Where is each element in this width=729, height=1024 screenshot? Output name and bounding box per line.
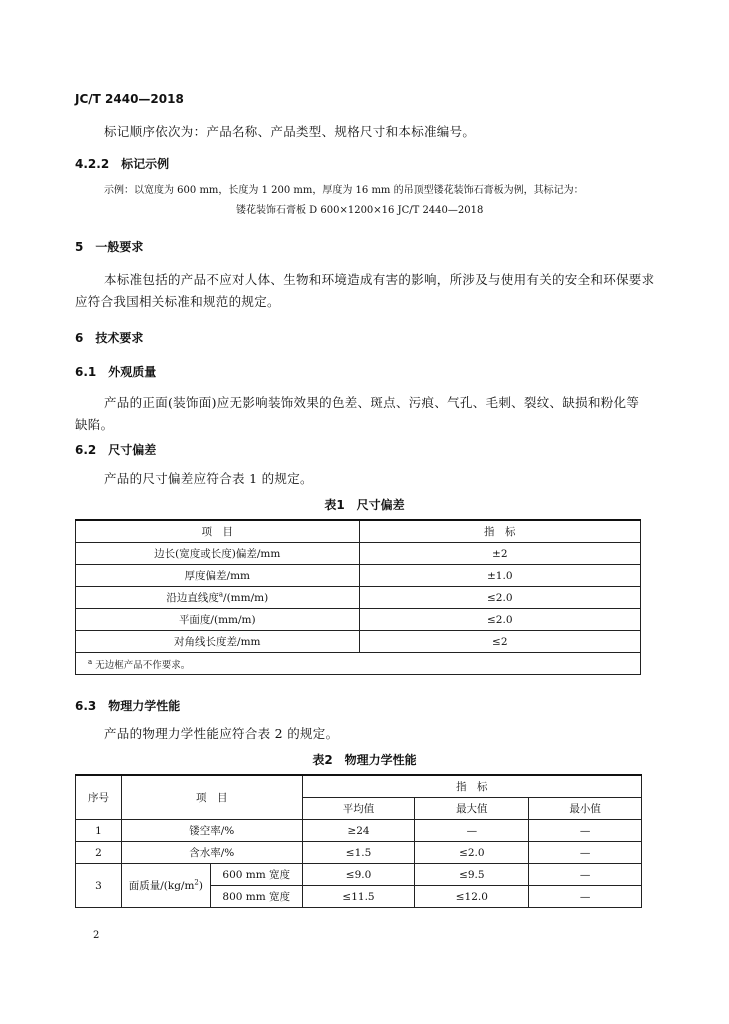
table1-header-row (76, 520, 641, 543)
table2-min: — (529, 886, 642, 908)
section-5-line1: 本标准包括的产品不应对人体、生物和环境造成有害的影响，所涉及与使用有关的安全和环保要求 (104, 272, 655, 287)
table2-header-index: 指 标 (302, 775, 641, 798)
table1-item: 边长(宽度或长度)偏差/mm (76, 543, 360, 565)
section-6-1-line1: 产品的正面(装饰面)应无影响装饰效果的色差、斑点、污痕、气孔、毛刺、裂纹、缺损和粉化等 (104, 395, 640, 410)
table2-max: ≤12.0 (415, 886, 529, 908)
table2-subitem: 600 mm 宽度 (210, 864, 302, 886)
table2-header-row-1 (76, 775, 642, 798)
table2-min: — (529, 820, 642, 842)
page-number: 2 (93, 930, 100, 941)
table1-value: ≤2.0 (359, 609, 640, 631)
table1-value: ≤2 (359, 631, 640, 653)
table2-item: 含水率/% (121, 842, 302, 864)
table1-item: 平面度/(mm/m) (76, 609, 360, 631)
table1-item: 对角线长度差/mm (76, 631, 360, 653)
table1-item: 厚度偏差/mm (76, 565, 360, 587)
table2-min: — (529, 864, 642, 886)
section-6-1-line2: 缺陷。 (75, 417, 114, 432)
table1-header-index: 指 标 (359, 520, 640, 543)
table1-value: ±2 (359, 543, 640, 565)
table-row (76, 864, 642, 886)
table1-footnote-row (76, 653, 641, 675)
table2-item: 镂空率/% (121, 820, 302, 842)
table-row (76, 842, 642, 864)
table2-max: — (415, 820, 529, 842)
table-row (76, 587, 641, 609)
table-row (76, 609, 641, 631)
section-6-2-text: 产品的尺寸偏差应符合表 1 的规定。 (104, 471, 313, 486)
table1-value: ±1.0 (359, 565, 640, 587)
table2-avg: ≤11.5 (302, 886, 415, 908)
table2-header-avg: 平均值 (302, 798, 415, 820)
table-row (76, 631, 641, 653)
table2-header-min: 最小值 (529, 798, 642, 820)
table2-header-item: 项 目 (121, 775, 302, 820)
table1-dimension-deviation (75, 519, 641, 675)
table2-header-max: 最大值 (415, 798, 529, 820)
table2-caption: 表2 物理力学性能 (312, 753, 417, 767)
table2-max: ≤2.0 (415, 842, 529, 864)
section-6-2-heading: 6.2 尺寸偏差 (75, 443, 157, 457)
marking-example-mark: 镂花装饰石膏板 D 600×1200×16 JC/T 2440—2018 (236, 205, 484, 216)
table1-caption: 表1 尺寸偏差 (324, 498, 405, 512)
table2-avg: ≤9.0 (302, 864, 415, 886)
table2-no: 1 (76, 820, 122, 842)
standard-code-header: JC/T 2440—2018 (75, 92, 184, 106)
table2-no: 2 (76, 842, 122, 864)
section-6-3-text: 产品的物理力学性能应符合表 2 的规定。 (104, 726, 339, 741)
table2-item: 面质量$/(kg/m^2)$ (121, 864, 210, 908)
table2-no: 3 (76, 864, 122, 908)
table2-physical-mechanical-properties (75, 774, 642, 908)
table1-footnote: $^a$ 无边框产品不作要求。 (76, 653, 641, 675)
table1-value: ≤2.0 (359, 587, 640, 609)
table2-avg: ≥24 (302, 820, 415, 842)
section-5-line2: 应符合我国相关标准和规范的规定。 (75, 294, 280, 309)
table2-max: ≤9.5 (415, 864, 529, 886)
table2-header-no: 序号 (76, 775, 122, 820)
table2-min: — (529, 842, 642, 864)
table2-avg: ≤1.5 (302, 842, 415, 864)
table-row (76, 543, 641, 565)
section-6-heading: 6 技术要求 (75, 331, 144, 345)
table-row (76, 565, 641, 587)
section-4-2-2-heading: 4.2.2 标记示例 (75, 157, 170, 171)
table1-header-item: 项 目 (76, 520, 360, 543)
table1-item: 沿边直线度$^a$/(mm/m) (76, 587, 360, 609)
section-5-heading: 5 一般要求 (75, 240, 144, 254)
table-row (76, 820, 642, 842)
section-6-3-heading: 6.3 物理力学性能 (75, 699, 181, 713)
marking-order-text: 标记顺序依次为：产品名称、产品类型、规格尺寸和本标准编号。 (104, 124, 476, 139)
section-6-1-heading: 6.1 外观质量 (75, 365, 157, 379)
table2-subitem: 800 mm 宽度 (210, 886, 302, 908)
marking-example-text: 示例：以宽度为 600 mm，长度为 1 200 mm，厚度为 16 mm 的吊顶型镂花装饰石膏板为例，其标记为： (104, 185, 584, 196)
